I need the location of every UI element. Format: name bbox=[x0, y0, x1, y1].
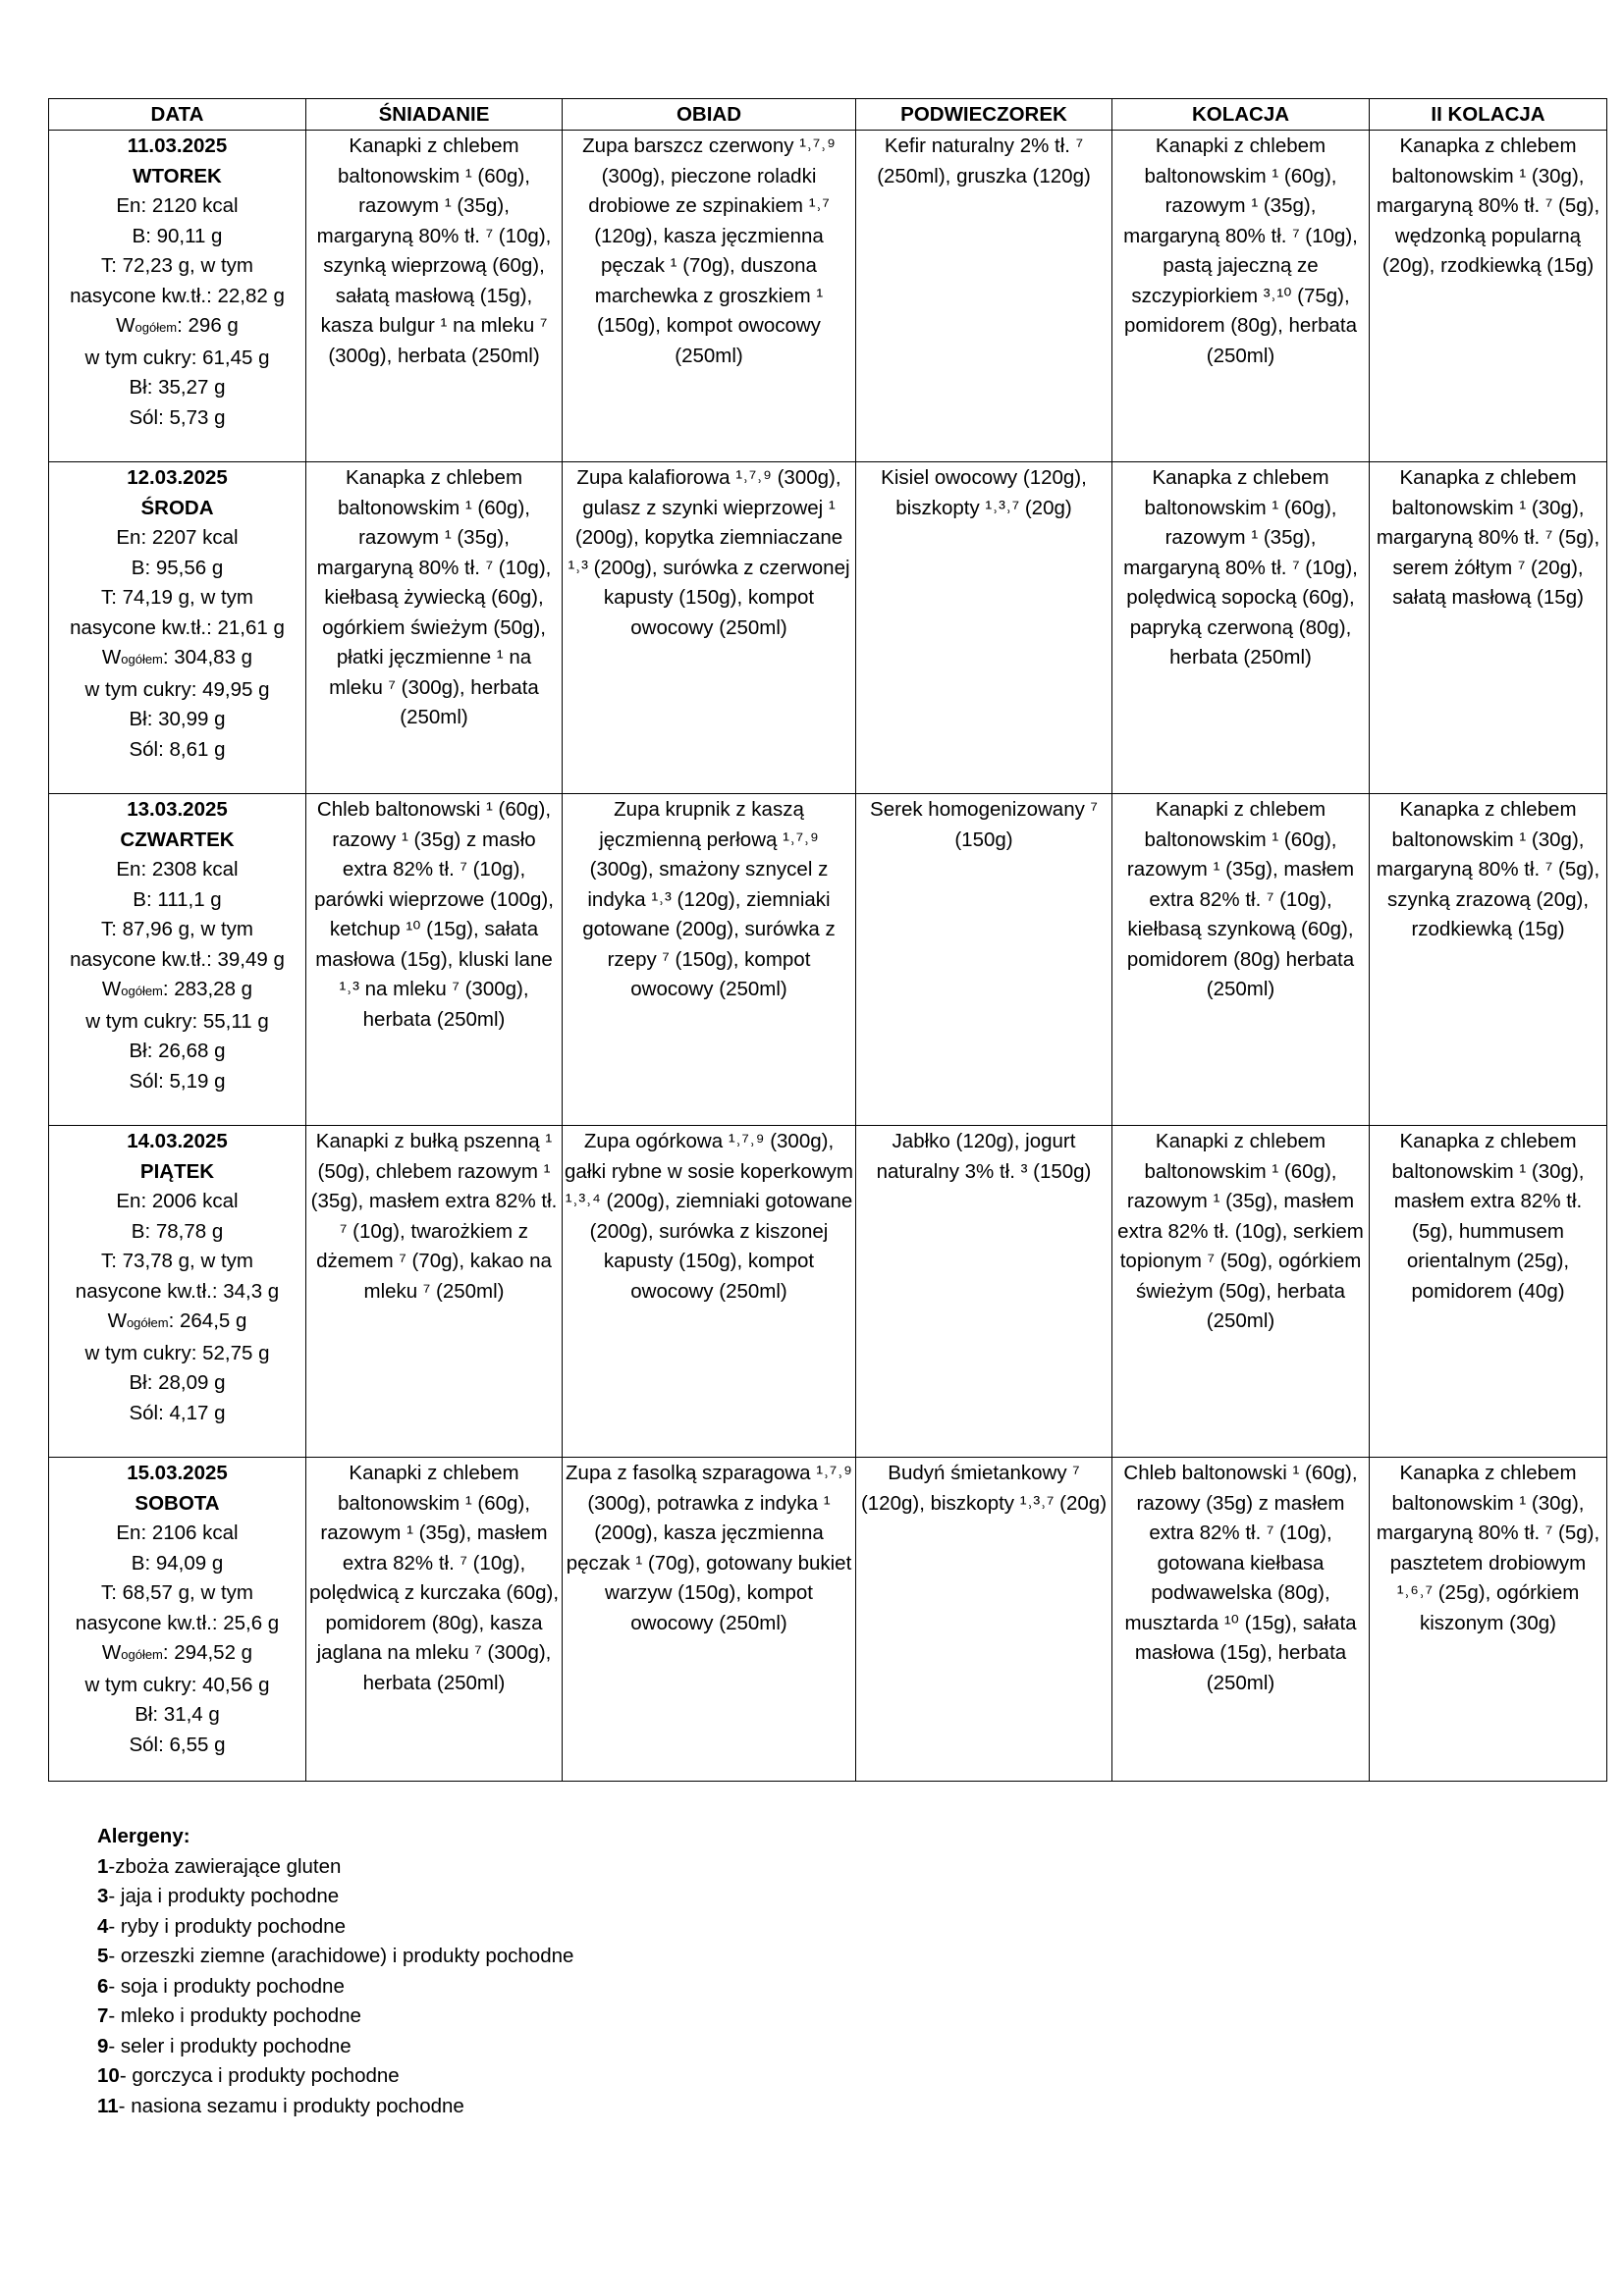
nutrition-line: B: 90,11 g bbox=[132, 224, 223, 247]
nutrition-line: nasycone kw.tł.: 22,82 g bbox=[70, 284, 285, 307]
allergen-item bbox=[97, 1912, 573, 1943]
header-data: DATA bbox=[49, 99, 306, 131]
table-body bbox=[49, 131, 1607, 1782]
nutrition-line: En: 2106 kcal bbox=[116, 1522, 239, 1544]
cell-sniadanie: Kanapki z chlebem baltonowskim ¹ (60g), razowym ¹ (35g), margaryną 80% tł. ⁷ (10g), szynką wieprzową (60g), sałatą masłową (15g), kasza bulgur ¹ na mleku ⁷ (300g), herbata (250ml) bbox=[306, 131, 563, 462]
nutrition-line: Bł: 31,4 g bbox=[135, 1703, 220, 1726]
nutrition-line: w tym cukry: 55,11 g bbox=[85, 1009, 269, 1033]
cell-obiad: Zupa ogórkowa ¹˒⁷˒⁹ (300g), gałki rybne w sosie koperkowym ¹˒³˒⁴ (200g), ziemniaki gotowane (200g), surówka z kiszonej kapusty (150g), kompot owocowy (250ml) bbox=[563, 1126, 856, 1458]
nutrition-line: Bł: 35,27 g bbox=[129, 376, 226, 399]
header-obiad: OBIAD bbox=[563, 99, 856, 131]
nutrition-line: Wogółem: 294,52 g bbox=[101, 1641, 253, 1664]
weekday-value: CZWARTEK bbox=[120, 828, 235, 851]
nutrition-line: Wogółem: 296 g bbox=[116, 314, 239, 337]
date-value: 15.03.2025 bbox=[127, 1462, 228, 1484]
table-row bbox=[49, 1126, 1607, 1458]
nutrition-line: Bł: 28,09 g bbox=[129, 1371, 226, 1394]
nutrition-line: w tym cukry: 40,56 g bbox=[84, 1673, 270, 1696]
weekday-value: PIĄTEK bbox=[139, 1159, 215, 1183]
nutrition-line: T: 87,96 g, w tym bbox=[101, 918, 253, 940]
cell-ii-kolacja: Kanapka z chlebem baltonowskim ¹ (30g), margaryną 80% tł. ⁷ (5g), wędzonką popularną (20g), rzodkiewką (15g) bbox=[1370, 131, 1607, 462]
nutrition-line: Sól: 8,61 g bbox=[129, 737, 226, 761]
cell-podwieczorek: Kisiel owocowy (120g), biszkopty ¹˒³˒⁷ (20g) bbox=[856, 462, 1112, 794]
cell-ii-kolacja: Kanapka z chlebem baltonowskim ¹ (30g), margaryną 80% tł. ⁷ (5g), serem żółtym ⁷ (20g), sałatą masłową (15g) bbox=[1370, 462, 1607, 794]
cell-sniadanie: Chleb baltonowski ¹ (60g), razowy ¹ (35g) z masło extra 82% tł. ⁷ (10g), parówki wieprzowe (100g), ketchup ¹⁰ (15g), sałata masłowa (15g), kluski lane ¹˒³ na mleku ⁷ (300g), herbata (250ml) bbox=[306, 794, 563, 1126]
allergen-number: 11 bbox=[97, 2094, 119, 2117]
cell-date bbox=[49, 1126, 306, 1458]
allergen-item bbox=[97, 2061, 573, 2092]
table-header-row bbox=[49, 99, 1607, 131]
cell-obiad: Zupa barszcz czerwony ¹˒⁷˒⁹ (300g), pieczone roladki drobiowe ze szpinakiem ¹˒⁷ (120g), kasza jęczmienna pęczak ¹ (70g), duszona marchewka z groszkiem ¹ (150g), kompot owocowy (250ml) bbox=[563, 131, 856, 462]
nutrition-line: En: 2207 kcal bbox=[116, 526, 239, 549]
nutrition-line: w tym cukry: 61,45 g bbox=[84, 346, 270, 369]
date-value: 14.03.2025 bbox=[127, 1130, 228, 1152]
header-ii-kolacja: II KOLACJA bbox=[1370, 99, 1607, 131]
cell-obiad: Zupa z fasolką szparagowa ¹˒⁷˒⁹ (300g), potrawka z indyka ¹ (200g), kasza jęczmienna pęczak ¹ (70g), gotowany bukiet warzyw (150g), kompot owocowy (250ml) bbox=[563, 1458, 856, 1782]
cell-sniadanie: Kanapki z chlebem baltonowskim ¹ (60g), razowym ¹ (35g), masłem extra 82% tł. ⁷ (10g), polędwicą z kurczaka (60g), pomidorem (80g), kasza jaglana na mleku ⁷ (300g), herbata (250ml) bbox=[306, 1458, 563, 1782]
allergen-text: - orzeszki ziemne (arachidowe) i produkty pochodne bbox=[108, 1945, 574, 1967]
nutrition-line: En: 2006 kcal bbox=[116, 1190, 239, 1212]
allergen-item bbox=[97, 2032, 573, 2062]
table-row bbox=[49, 794, 1607, 1126]
nutrition-line: B: 78,78 g bbox=[131, 1219, 224, 1243]
table-row bbox=[49, 131, 1607, 462]
header-podwieczorek: PODWIECZOREK bbox=[856, 99, 1112, 131]
cell-kolacja: Kanapki z chlebem baltonowskim ¹ (60g), razowym ¹ (35g), margaryną 80% tł. ⁷ (10g), pastą jajeczną ze szczypiorkiem ³˒¹⁰ (75g), pomidorem (80g), herbata (250ml) bbox=[1112, 131, 1370, 462]
allergen-number: 10 bbox=[97, 2064, 120, 2087]
nutrition-line: Wogółem: 283,28 g bbox=[101, 978, 253, 1000]
allergen-item bbox=[97, 1852, 573, 1883]
allergen-number: 4 bbox=[97, 1914, 109, 1938]
table-row bbox=[49, 462, 1607, 794]
nutrition-line: B: 95,56 g bbox=[131, 556, 224, 579]
cell-ii-kolacja: Kanapka z chlebem baltonowskim ¹ (30g), masłem extra 82% tł. (5g), hummusem orientalnym (25g), pomidorem (40g) bbox=[1370, 1126, 1607, 1458]
cell-kolacja: Kanapka z chlebem baltonowskim ¹ (60g), razowym ¹ (35g), margaryną 80% tł. ⁷ (10g), polędwicą sopocką (60g), papryką czerwoną (80g), herbata (250ml) bbox=[1112, 462, 1370, 794]
nutrition-line: nasycone kw.tł.: 39,49 g bbox=[70, 947, 285, 971]
cell-kolacja: Kanapki z chlebem baltonowskim ¹ (60g), razowym ¹ (35g), masłem extra 82% tł. ⁷ (10g), kiełbasą szynkową (60g), pomidorem (80g) herbata (250ml) bbox=[1112, 794, 1370, 1126]
nutrition-line: Sól: 5,19 g bbox=[129, 1069, 226, 1093]
nutrition-line: T: 72,23 g, w tym bbox=[101, 254, 253, 277]
nutrition-line: w tym cukry: 49,95 g bbox=[84, 677, 270, 701]
cell-ii-kolacja: Kanapka z chlebem baltonowskim ¹ (30g), margaryną 80% tł. ⁷ (5g), pasztetem drobiowym ¹˒⁶˒⁷ (25g), ogórkiem kiszonym (30g) bbox=[1370, 1458, 1607, 1782]
nutrition-line: Bł: 26,68 g bbox=[129, 1040, 226, 1062]
nutrition-line: Bł: 30,99 g bbox=[129, 708, 226, 730]
allergen-item bbox=[97, 2002, 573, 2032]
cell-kolacja: Chleb baltonowski ¹ (60g), razowy (35g) z masłem extra 82% tł. ⁷ (10g), gotowana kiełbasa podwawelska (80g), musztarda ¹⁰ (15g), sałata masłowa (15g), herbata (250ml) bbox=[1112, 1458, 1370, 1782]
nutrition-line: nasycone kw.tł.: 25,6 g bbox=[75, 1611, 280, 1634]
cell-obiad: Zupa krupnik z kaszą jęczmienną perłową ¹˒⁷˒⁹ (300g), smażony sznycel z indyka ¹˒³ (120g), ziemniaki gotowane (200g), surówka z rzepy ⁷ (150g), kompot owocowy (250ml) bbox=[563, 794, 856, 1126]
cell-date bbox=[49, 1458, 306, 1782]
nutrition-line: Wogółem: 304,83 g bbox=[101, 646, 253, 668]
allergen-text: - ryby i produkty pochodne bbox=[108, 1914, 346, 1938]
allergen-text: - soja i produkty pochodne bbox=[108, 1974, 345, 1998]
allergen-text: - seler i produkty pochodne bbox=[108, 2034, 352, 2057]
nutrition-line: T: 73,78 g, w tym bbox=[101, 1250, 253, 1272]
cell-podwieczorek: Kefir naturalny 2% tł. ⁷ (250ml), gruszka (120g) bbox=[856, 131, 1112, 462]
nutrition-line: Wogółem: 264,5 g bbox=[107, 1309, 247, 1332]
meal-plan-table bbox=[48, 98, 1607, 1782]
allergen-item bbox=[97, 1882, 573, 1912]
nutrition-line: Sól: 6,55 g bbox=[129, 1733, 226, 1756]
cell-sniadanie: Kanapki z bułką pszenną ¹ (50g), chlebem razowym ¹ (35g), masłem extra 82% tł. ⁷ (10g), twarożkiem z dżemem ⁷ (70g), kakao na mleku ⁷ (250ml) bbox=[306, 1126, 563, 1458]
weekday-value: SOBOTA bbox=[135, 1491, 220, 1515]
cell-sniadanie: Kanapka z chlebem baltonowskim ¹ (60g), razowym ¹ (35g), margaryną 80% tł. ⁷ (10g), kiełbasą żywiecką (60g), ogórkiem świeżym (50g), płatki jęczmienne ¹ na mleku ⁷ (300g), herbata (250ml) bbox=[306, 462, 563, 794]
cell-date bbox=[49, 794, 306, 1126]
cell-podwieczorek: Serek homogenizowany ⁷ (150g) bbox=[856, 794, 1112, 1126]
cell-podwieczorek: Budyń śmietankowy ⁷ (120g), biszkopty ¹˒³˒⁷ (20g) bbox=[856, 1458, 1112, 1782]
cell-obiad: Zupa kalafiorowa ¹˒⁷˒⁹ (300g), gulasz z szynki wieprzowej ¹ (200g), kopytka ziemniaczane ¹˒³ (200g), surówka z czerwonej kapusty (150g), kompot owocowy (250ml) bbox=[563, 462, 856, 794]
weekday-value: ŚRODA bbox=[140, 496, 214, 519]
allergen-item bbox=[97, 1942, 573, 1972]
allergen-text: -zboża zawierające gluten bbox=[108, 1854, 342, 1878]
nutrition-line: En: 2120 kcal bbox=[116, 194, 239, 217]
allergen-title: Alergeny: bbox=[97, 1825, 190, 1847]
allergen-number: 3 bbox=[97, 1885, 109, 1907]
allergen-text: - jaja i produkty pochodne bbox=[108, 1885, 340, 1907]
nutrition-line: En: 2308 kcal bbox=[116, 858, 239, 881]
nutrition-line: nasycone kw.tł.: 34,3 g bbox=[75, 1279, 280, 1303]
date-value: 11.03.2025 bbox=[127, 134, 228, 157]
allergen-text: - gorczyca i produkty pochodne bbox=[119, 2064, 400, 2087]
table-row bbox=[49, 1458, 1607, 1782]
allergen-item bbox=[97, 2092, 573, 2122]
allergen-number: 5 bbox=[97, 1945, 109, 1967]
allergen-number: 6 bbox=[97, 1974, 109, 1998]
nutrition-line: T: 74,19 g, w tym bbox=[101, 586, 253, 609]
cell-date bbox=[49, 462, 306, 794]
header-sniadanie: ŚNIADANIE bbox=[306, 99, 563, 131]
allergen-number: 9 bbox=[97, 2034, 109, 2057]
nutrition-line: nasycone kw.tł.: 21,61 g bbox=[70, 615, 285, 639]
allergen-list bbox=[97, 1852, 573, 2122]
allergen-number: 1 bbox=[97, 1854, 109, 1878]
allergen-legend bbox=[97, 1822, 573, 2121]
allergen-item bbox=[97, 1972, 573, 2002]
allergen-text: - mleko i produkty pochodne bbox=[108, 2004, 361, 2027]
cell-podwieczorek: Jabłko (120g), jogurt naturalny 3% tł. ³ (150g) bbox=[856, 1126, 1112, 1458]
nutrition-line: B: 111,1 g bbox=[133, 887, 222, 911]
nutrition-line: Sól: 4,17 g bbox=[129, 1401, 226, 1424]
cell-ii-kolacja: Kanapka z chlebem baltonowskim ¹ (30g), margaryną 80% tł. ⁷ (5g), szynką zrazową (20g), rzodkiewką (15g) bbox=[1370, 794, 1607, 1126]
allergen-number: 7 bbox=[97, 2004, 109, 2027]
date-value: 13.03.2025 bbox=[127, 798, 228, 821]
nutrition-line: B: 94,09 g bbox=[131, 1551, 224, 1575]
header-kolacja: KOLACJA bbox=[1112, 99, 1370, 131]
nutrition-line: T: 68,57 g, w tym bbox=[101, 1581, 253, 1604]
date-value: 12.03.2025 bbox=[127, 466, 228, 489]
allergen-text: - nasiona sezamu i produkty pochodne bbox=[118, 2094, 464, 2117]
weekday-value: WTOREK bbox=[133, 164, 222, 187]
nutrition-line: Sól: 5,73 g bbox=[129, 405, 226, 429]
nutrition-line: w tym cukry: 52,75 g bbox=[84, 1341, 270, 1364]
cell-kolacja: Kanapki z chlebem baltonowskim ¹ (60g), razowym ¹ (35g), masłem extra 82% tł. (10g), serkiem topionym ⁷ (50g), ogórkiem świeżym (50g), herbata (250ml) bbox=[1112, 1126, 1370, 1458]
cell-date bbox=[49, 131, 306, 462]
